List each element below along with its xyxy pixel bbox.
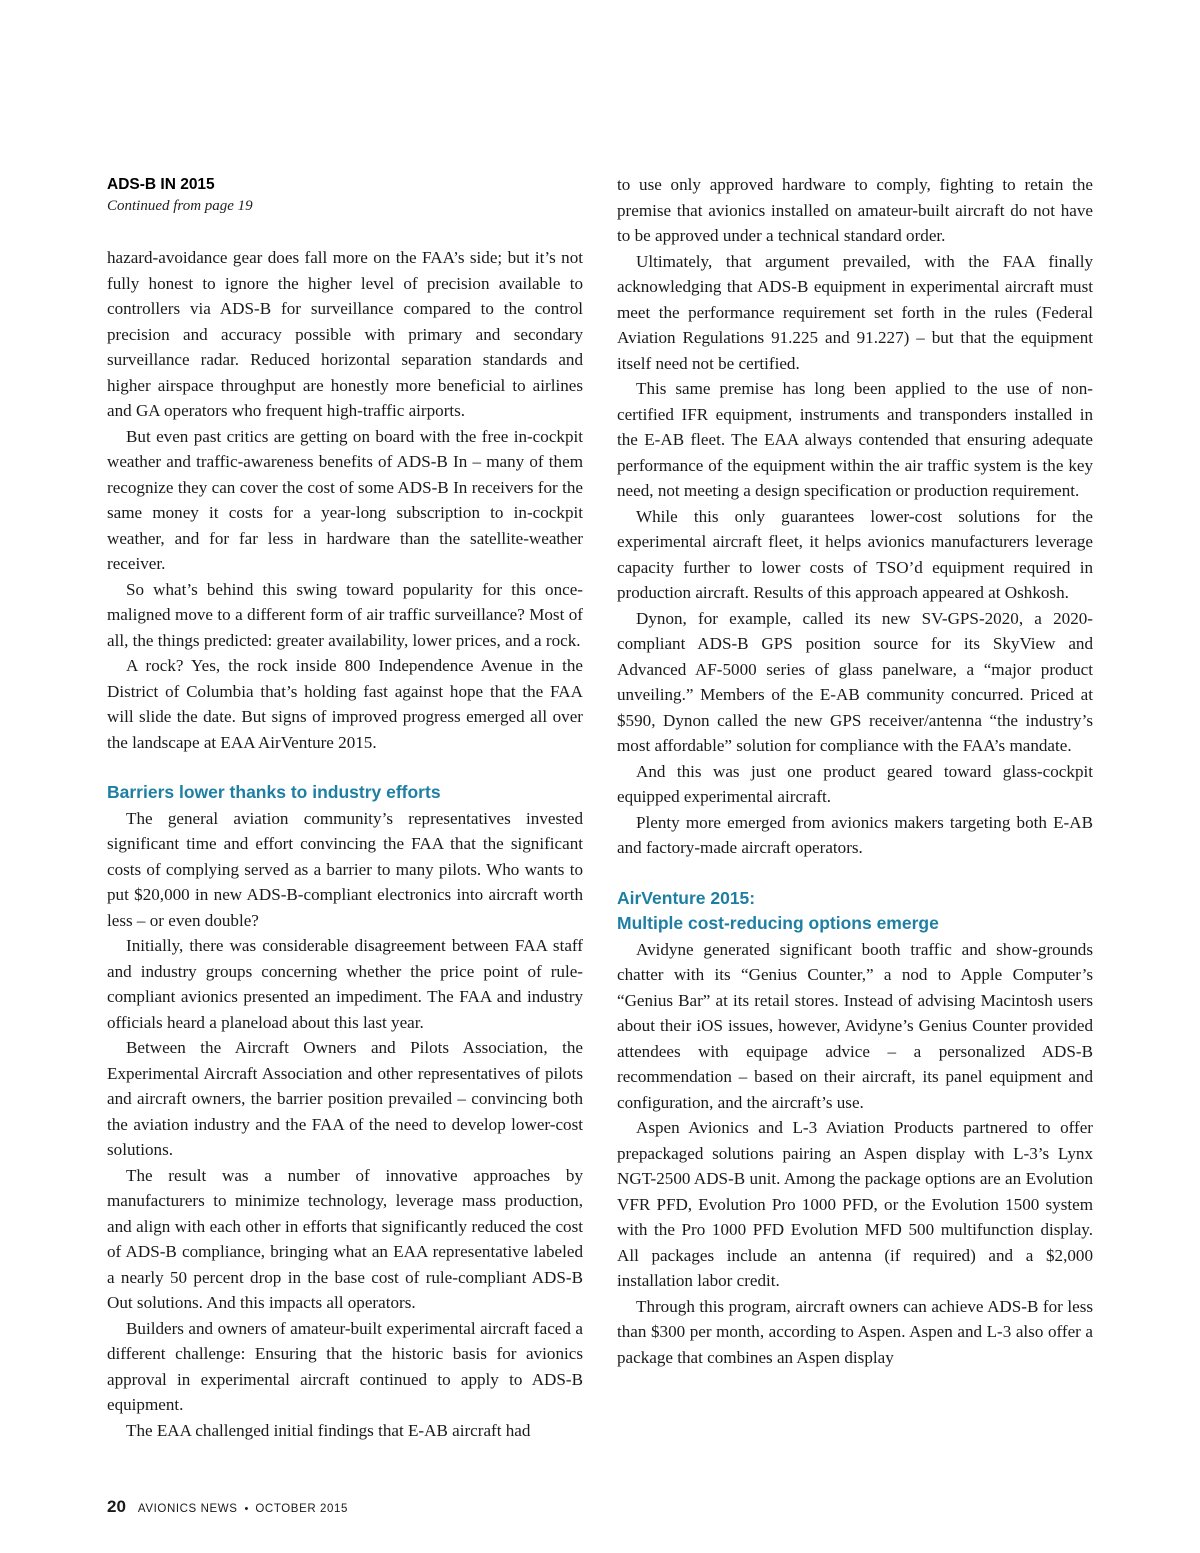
page-number: 20 bbox=[107, 1497, 126, 1516]
body-paragraph: A rock? Yes, the rock inside 800 Independence Avenue in the District of Columbia that’s holding fast against hope that the FAA will slide the date. But signs of improved progress emerged all over the landscape at EAA AirVenture 2015. bbox=[107, 656, 583, 752]
body-paragraph: Builders and owners of amateur-built experimental aircraft faced a different challenge: Ensuring that the historic basis for avionics approval in experimental aircraft continued to apply to ADS-B equipment. bbox=[107, 1318, 583, 1414]
body-paragraph: So what’s behind this swing toward popularity for this once-maligned move to a different form of air traffic surveillance? Most of all, the things predicted: greater availability, lower prices, and a rock. bbox=[107, 579, 583, 650]
body-paragraph: Dynon, for example, called its new SV-GPS-2020, a 2020-compliant ADS-B GPS position source for its SkyView and Advanced AF-5000 series of glass panelware, a “major product unveiling.” Members of the E-AB community concurred. Priced at $590, Dynon called the new GPS receiver/antenna “the industry’s most affordable” solution for compliance with the FAA’s mandate. bbox=[617, 608, 1093, 755]
publication-name: AVIONICS NEWS bbox=[137, 1503, 238, 1515]
body-paragraph: The result was a number of innovative approaches by manufacturers to minimize technology, leverage mass production, and align with each other in efforts that significantly reduced the cost of ADS-B compliance, bringing what an EAA representative labeled a nearly 50 percent drop in the base cost of rule-compliant ADS-B Out solutions. And this impacts all operators. bbox=[107, 1165, 583, 1312]
section-kicker: ADS-B IN 2015 bbox=[107, 176, 215, 193]
left-column bbox=[107, 172, 583, 1443]
body-paragraph: Between the Aircraft Owners and Pilots Association, the Experimental Aircraft Association and other representatives of pilots and aircraft owners, the barrier position prevailed – convincing both the aviation industry and the FAA of the need to develop lower-cost solutions. bbox=[107, 1038, 583, 1159]
body-paragraph: Through this program, aircraft owners can achieve ADS-B for less than $300 per month, according to Aspen. Aspen and L-3 also offer a package that combines an Aspen display bbox=[617, 1296, 1093, 1367]
body-paragraph: While this only guarantees lower-cost solutions for the experimental aircraft fleet, it helps avionics manufacturers leverage capacity further to lower costs of TSO’d equipment required in production aircraft. Results of this approach appeared at Oshkosh. bbox=[617, 506, 1093, 602]
section-subhead: Barriers lower thanks to industry efforts bbox=[107, 782, 441, 802]
right-column bbox=[617, 172, 1093, 1370]
section-subhead: AirVenture 2015: bbox=[617, 887, 756, 908]
body-paragraph: Plenty more emerged from avionics makers targeting both E-AB and factory-made aircraft operators. bbox=[617, 812, 1093, 857]
body-paragraph: Ultimately, that argument prevailed, with the FAA finally acknowledging that ADS-B equipment in experimental aircraft must meet the performance requirement set forth in the rules (Federal Aviation Regulations 91.225 and 91.227) – but that the equipment itself need not be certified. bbox=[617, 251, 1093, 373]
body-paragraph: The general aviation community’s representatives invested significant time and effort convincing the FAA that the significant costs of complying served as a barrier to many pilots. Who wants to put $20,000 in new ADS-B-compliant electronics into aircraft worth less – or even double? bbox=[107, 808, 583, 930]
section-subhead: Multiple cost-reducing options emerge bbox=[617, 913, 939, 933]
body-paragraph: Avidyne generated significant booth traffic and show-grounds chatter with its “Genius Counter,” a nod to Apple Computer’s “Genius Bar” at its retail stores. Instead of advising Macintosh users about their iOS issues, however, Avidyne’s Genius Counter provided attendees with equipage advice – a personalized ADS-B recommendation – based on their aircraft, its panel equipment and configuration, and the aircraft’s use. bbox=[617, 939, 1093, 1112]
body-paragraph: hazard-avoidance gear does fall more on the FAA’s side; but it’s not fully honest to ignore the higher level of precision available to controllers via ADS-B for surveillance compared to the control precision and accuracy possible with primary and secondary surveillance radar. Reduced horizontal separation standards and higher airspace throughput are honestly more beneficial to airlines and GA operators who frequent high-traffic airports. bbox=[107, 248, 583, 420]
body-paragraph: Aspen Avionics and L-3 Aviation Products partnered to offer prepackaged solutions pairing an Aspen display with L-3’s Lynx NGT-2500 ADS-B unit. Among the package options are an Evolution VFR PFD, Evolution Pro 1000 PFD, or the Evolution 1500 system with the Pro 1000 PFD Evolution MFD 500 multifunction display. All packages include an antenna (if required) and a $2,000 installation labor credit. bbox=[617, 1118, 1093, 1290]
footer-separator: • bbox=[244, 1503, 249, 1515]
body-paragraph: This same premise has long been applied to the use of non-certified IFR equipment, instruments and transponders installed in the E-AB fleet. The EAA always contended that ensuring adequate performance of the equipment within the air traffic system is the key need, not meeting a design specification or production requirement. bbox=[617, 379, 1093, 500]
page-footer bbox=[107, 1497, 348, 1517]
continued-from-note: Continued from page 19 bbox=[107, 198, 253, 214]
body-paragraph: The EAA challenged initial findings that E-AB aircraft had bbox=[126, 1420, 531, 1440]
body-paragraph: And this was just one product geared toward glass-cockpit equipped experimental aircraft. bbox=[617, 761, 1093, 806]
body-paragraph: Initially, there was considerable disagreement between FAA staff and industry groups concerning whether the price point of rule-compliant avionics presented an impediment. The FAA and industry officials heard a planeload about this last year. bbox=[107, 936, 583, 1032]
issue-date: OCTOBER 2015 bbox=[255, 1503, 349, 1515]
body-paragraph: But even past critics are getting on board with the free in-cockpit weather and traffic-awareness benefits of ADS-B In – many of them recognize they can cover the cost of some ADS-B In receivers for the same money it costs for a year-long subscription to in-cockpit weather, and for far less in hardware than the satellite-weather receiver. bbox=[107, 426, 583, 573]
body-paragraph: to use only approved hardware to comply, fighting to retain the premise that avionics installed on amateur-built aircraft do not have to be approved under a technical standard order. bbox=[617, 175, 1093, 245]
